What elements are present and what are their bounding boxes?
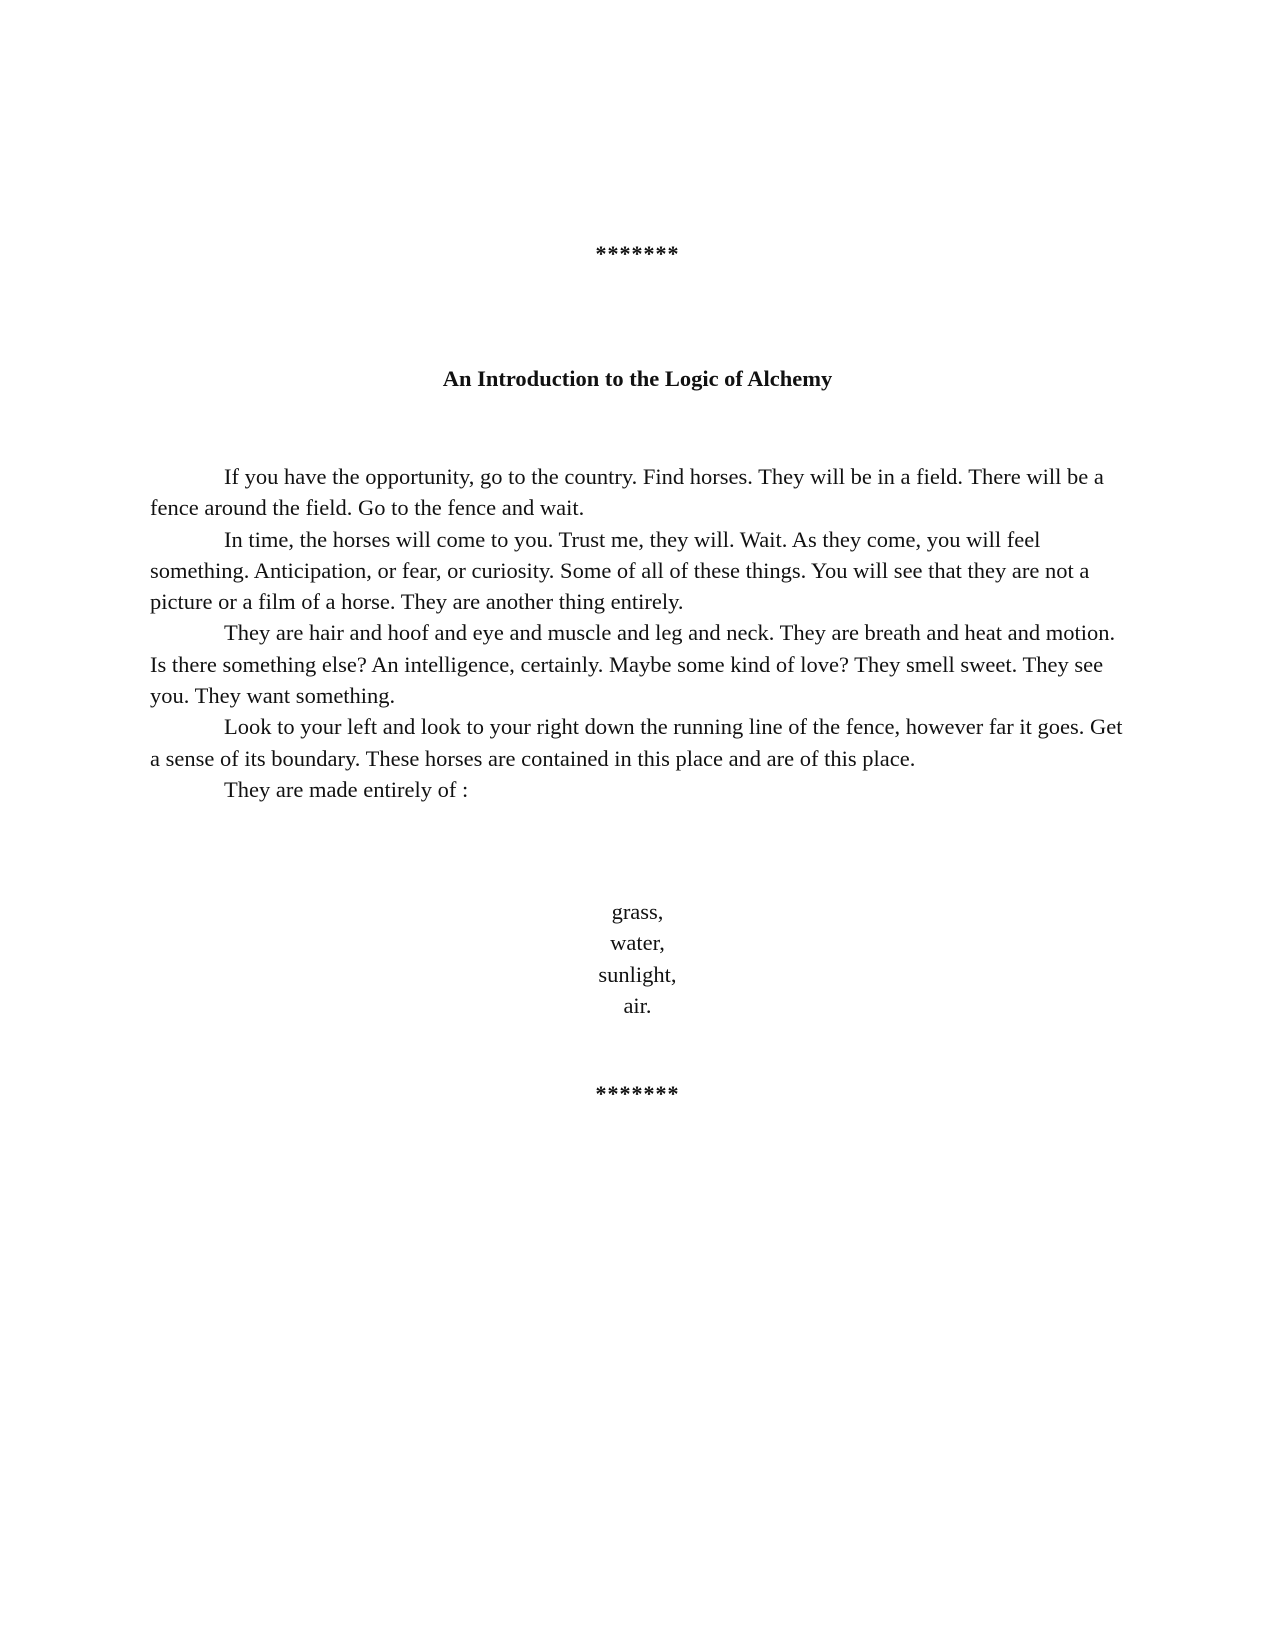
list-item: water, [610,930,665,956]
paragraph-5: They are made entirely of : [224,776,469,802]
section-separator-bottom: ******* [595,1081,680,1106]
paragraph-2: In time, the horses will come to you. Trust me, they will. Wait. As they come, you will feel something. Anticipation, or fear, or curiosity. Some of all of these things. You will see that they are not a picture or a film of a horse. They are another thing entirely. [150,526,1090,615]
centered-list [0,896,1275,1021]
paragraph-4: Look to your left and look to your right down the running line of the fence, however far it goes. Get a sense of its boundary. These horses are contained in this place and are of this place. [150,714,1123,771]
list-item: grass, [611,899,664,924]
list-item: sunlight, [598,961,677,987]
section-separator-top: ******* [595,241,680,266]
list-item: air. [623,992,652,1018]
body-text [150,461,1135,805]
paragraph-1: If you have the opportunity, go to the country. Find horses. They will be in a field. There will be a fence around the field. Go to the fence and wait. [150,464,1104,521]
paragraph-3: They are hair and hoof and eye and muscle and leg and neck. They are breath and heat and motion. Is there something else? An intelligence, certainly. Maybe some kind of love? They smell sweet. They see you. They want something. [150,620,1116,709]
page-title: An Introduction to the Logic of Alchemy [442,366,833,391]
